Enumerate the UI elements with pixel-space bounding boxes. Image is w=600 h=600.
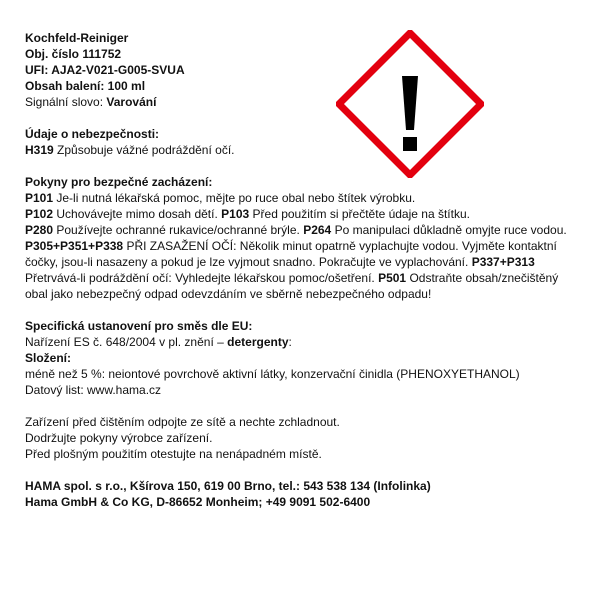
contact-hama-cz: HAMA spol. s r.o., Kšírova 150, 619 00 Brno, tel.: 543 538 134 (Infolinka): [25, 479, 431, 493]
p102-text: Uchovávejte mimo dosah dětí.: [56, 207, 218, 221]
precaution-p102-p103: [25, 206, 580, 222]
p103-code: P103: [221, 207, 250, 221]
composition-text: méně než 5 %: neiontové povrchově aktivní látky, konzervační činidla (PHENOXYETHANOL): [25, 367, 520, 381]
p101-text: Je-li nutná lékařská pomoc, mějte po ruce obal nebo štítek výrobku.: [56, 191, 416, 205]
signal-word-label: Signální slovo:: [25, 95, 104, 109]
package-content: Obsah balení: 100 ml: [25, 79, 146, 93]
regulation-text: Nařízení ES č. 648/2004 v pl. znění –: [25, 335, 224, 349]
regulation-colon: :: [288, 335, 292, 349]
ufi-code: UFI: AJA2-V021-G005-SVUA: [25, 63, 185, 77]
product-label: [25, 30, 580, 510]
signal-word: Varování: [106, 95, 157, 109]
p501-code: P501: [378, 271, 407, 285]
h319-code: H319: [25, 143, 54, 157]
hazard-heading: Údaje o nebezpečnosti:: [25, 127, 160, 141]
eu-regulation: [25, 334, 580, 350]
p103-text: Před použitím si přečtěte údaje na štítku.: [252, 207, 470, 221]
product-name: Kochfeld-Reiniger: [25, 31, 129, 45]
object-number: Obj. číslo 111752: [25, 47, 122, 61]
composition-heading: Složení:: [25, 351, 72, 365]
p305-code: P305+P351+P338: [25, 239, 124, 253]
instruction-line-1: Zařízení před čištěním odpojte ze sítě a nechte zchladnout.: [25, 415, 340, 429]
h319-text: Způsobuje vážné podráždění očí.: [57, 143, 235, 157]
p501-text: Odstraňte obsah/znečištěný obal jako nebezpečný odpad odevzdáním ve sběrně nebezpečného odpadu!: [25, 271, 559, 301]
datasheet-link: Datový list: www.hama.cz: [25, 383, 162, 397]
instruction-line-3: Před plošným použitím otestujte na nenápadném místě.: [25, 447, 322, 461]
p101-code: P101: [25, 191, 54, 205]
hazard-statement-h319: [25, 142, 580, 158]
regulation-detergents: detergenty: [227, 335, 289, 349]
p280-code: P280: [25, 223, 54, 237]
p337-text: Přetrvává-li podráždění očí: Vyhledejte lékařskou pomoc/ošetření.: [25, 271, 375, 285]
p305-text: PŘI ZASAŽENÍ OČÍ: Několik minut opatrně vyplachujte vodou. Vyjměte kontaktní čočky, jsou-li nasazeny a pokud je lze vyjmout snadno. Pokračujte ve vyplachování.: [25, 239, 557, 269]
precautions-heading: Pokyny pro bezpečné zacházení:: [25, 175, 213, 189]
p264-code: P264: [303, 223, 332, 237]
p264-text: Po manipulaci důkladně omyjte ruce vodou.: [334, 223, 567, 237]
p280-text: Používejte ochranné rukavice/ochranné brýle.: [56, 223, 300, 237]
p102-code: P102: [25, 207, 54, 221]
contact-hama-de: Hama GmbH & Co KG, D-86652 Monheim; +49 9091 502-6400: [25, 495, 371, 509]
p337-code: P337+P313: [471, 255, 535, 269]
precaution-block: [25, 222, 580, 302]
instruction-line-2: Dodržujte pokyny výrobce zařízení.: [25, 431, 213, 445]
eu-heading: Specifická ustanovení pro směs dle EU:: [25, 319, 253, 333]
precaution-p101: [25, 190, 580, 206]
